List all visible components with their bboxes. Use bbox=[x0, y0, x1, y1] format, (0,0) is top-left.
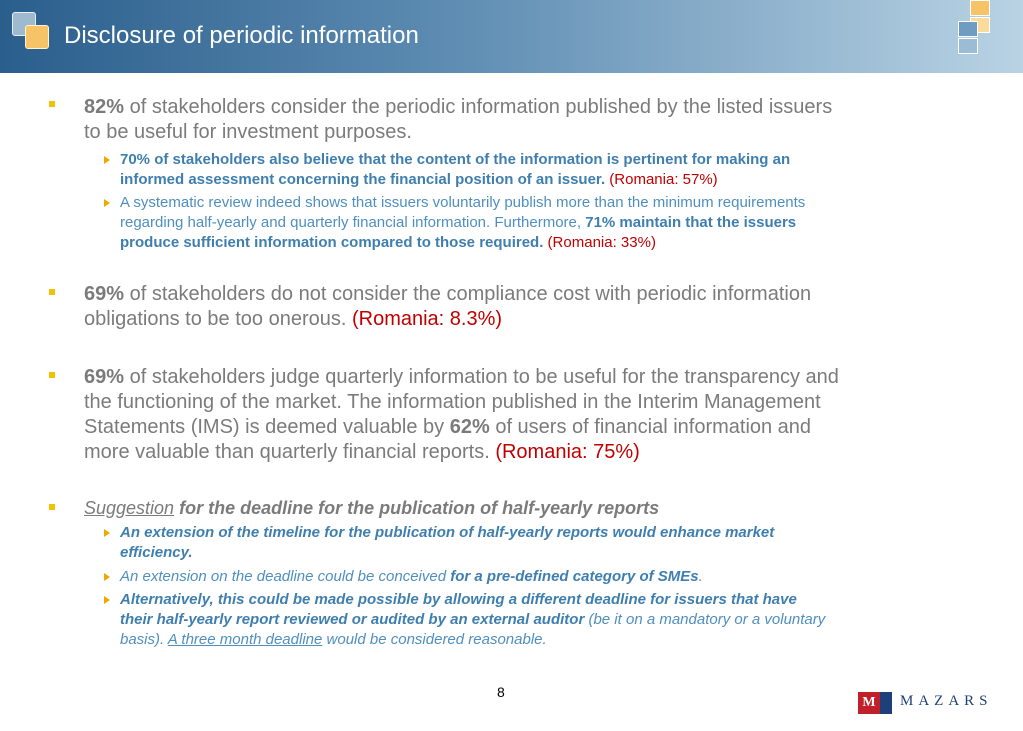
bullet-arrow-icon bbox=[104, 156, 110, 164]
bullet-arrow-icon bbox=[104, 573, 110, 581]
header-bar bbox=[0, 0, 1023, 73]
bullet-4-sub-3-line-3: basis). A three month deadline would be considered reasonable. bbox=[120, 631, 547, 648]
bullet-arrow-icon bbox=[104, 596, 110, 604]
eu-stars-icon bbox=[880, 692, 892, 714]
bullet-square-icon bbox=[49, 372, 55, 378]
stacked-squares-icon bbox=[958, 0, 990, 62]
bullet-square-icon bbox=[49, 101, 55, 107]
mazars-wordmark: MAZARS bbox=[900, 693, 993, 709]
bullet-1-line-1: 82% of stakeholders consider the periodic information published by the listed issuers bbox=[84, 96, 833, 118]
bullet-4-sub-2: An extension on the deadline could be conceived for a pre-defined category of SMEs. bbox=[120, 568, 703, 585]
bullet-3-line-4: more valuable than quarterly financial reports. (Romania: 75%) bbox=[84, 441, 640, 463]
corner-logo-icon bbox=[12, 12, 52, 52]
bullet-1-sub-2-line-3: produce sufficient information compared to those required. (Romania: 33%) bbox=[120, 234, 656, 251]
bullet-1-sub-2-line-2: regarding half-yearly and quarterly financial information. Furthermore, 71% maintain that the issuers bbox=[120, 214, 797, 231]
bullet-arrow-icon bbox=[104, 199, 110, 207]
bullet-square-icon bbox=[49, 289, 55, 295]
mazars-m-icon: M bbox=[858, 692, 880, 714]
bullet-1-sub-1-line-1: 70% of stakeholders also believe that the content of the information is pertinent for making an bbox=[120, 151, 791, 168]
bullet-4-line-1: Suggestion for the deadline for the publication of half-yearly reports bbox=[84, 498, 660, 518]
bullet-4-sub-1-line-2: efficiency. bbox=[120, 544, 193, 561]
bullet-3-line-2: the functioning of the market. The information published in the Interim Management bbox=[84, 391, 821, 413]
bullet-3-line-3: Statements (IMS) is deemed valuable by 62% of users of financial information and bbox=[84, 416, 812, 438]
bullet-square-icon bbox=[49, 504, 55, 510]
bullet-4-sub-3-line-1: Alternatively, this could be made possible by allowing a different deadline for issuers that have bbox=[120, 591, 797, 608]
bullet-4-sub-3-line-2: their half-yearly report reviewed or audited by an external auditor (be it on a mandatory or a voluntary bbox=[120, 611, 826, 628]
bullet-1-sub-1-line-2: informed assessment concerning the financial position of an issuer. (Romania: 57%) bbox=[120, 171, 718, 188]
bullet-1-sub-2-line-1: A systematic review indeed shows that issuers voluntarily publish more than the minimum requirements bbox=[120, 194, 806, 211]
bullet-2-line-2: obligations to be too onerous. (Romania: 8.3%) bbox=[84, 308, 503, 330]
bullet-3-line-1: 69% of stakeholders judge quarterly information to be useful for the transparency and bbox=[84, 366, 839, 388]
bullet-1-line-2: to be useful for investment purposes. bbox=[84, 121, 412, 143]
bullet-4-sub-1-line-1: An extension of the timeline for the publication of half-yearly reports would enhance market bbox=[120, 524, 775, 541]
bullet-arrow-icon bbox=[104, 529, 110, 537]
page-title: Disclosure of periodic information bbox=[64, 22, 419, 49]
page-number: 8 bbox=[497, 684, 505, 700]
bullet-2-line-1: 69% of stakeholders do not consider the compliance cost with periodic information bbox=[84, 283, 812, 305]
